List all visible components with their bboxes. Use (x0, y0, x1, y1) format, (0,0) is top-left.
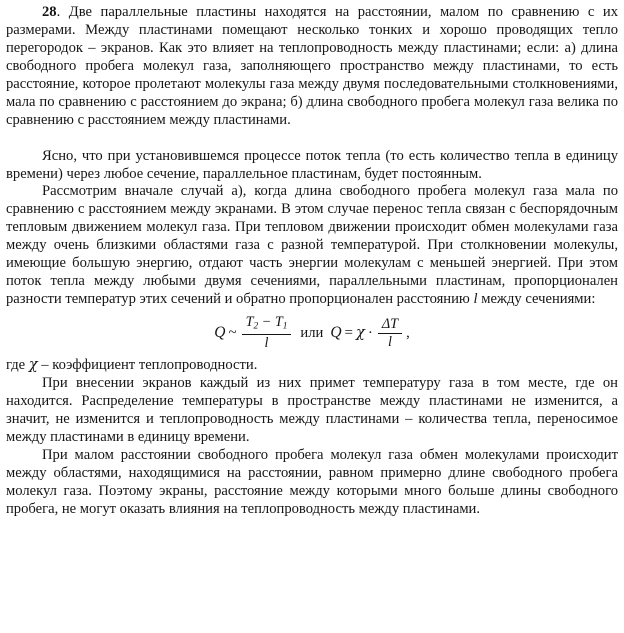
solution-paragraph-3: При внесении экранов каждый из них примет температуру газа в том месте, где он находится. Распределение температуры в пространстве между пластинами не изменится, а значит, не изменится и теплопроводность между пластинами – количества тепла, переносимое между пластинами в единицу времени. (6, 375, 618, 445)
formula-chi-symbol: χ (356, 323, 365, 341)
formula-left-quantity: Q (214, 324, 226, 342)
formula-multiplication-dot: · (367, 324, 373, 341)
solution-paragraph-2-text: Рассмотрим вначале случай а), когда длина свободного пробега молекул газа мала по сравнению с расстоянием между экранами. В этом случае перенос тепла связан с беспорядочным тепловым движением молекул газа. При тепловом движении происходит обмен молекулами газа между очень близкими областями газа с разной температурой. При столкновении молекулы, имеющие большую энергию, отдают часть энергии молекулам с меньшей энергией. При этом поток тепла между любыми двумя сечениями, параллельными пластинам, пропорционален разности температур этих сечений и обратно пропорционален расстоянию (6, 183, 618, 308)
formula-trailing-comma: , (406, 324, 410, 341)
chi-symbol: χ (28, 356, 38, 374)
formula-left-denominator: l (264, 334, 269, 351)
solution-paragraph-1: Ясно, что при установившемся процессе поток тепла (то есть количество тепла в единицу времени) через любое сечение, параллельное пластинам, будет постоянным. (6, 147, 618, 182)
symbol-l-inline: l (473, 291, 478, 308)
formula-conjunction: или (300, 324, 324, 341)
formula-t2-subscript: 2 (253, 322, 259, 333)
formula-left-fraction (242, 315, 292, 350)
formula-right-denominator: l (387, 333, 392, 350)
formula-right-fraction (378, 317, 402, 350)
formula-proportional-sign: ~ (228, 324, 237, 341)
where-suffix: – коэффициент теплопроводности. (37, 357, 258, 374)
problem-number: 28 (42, 4, 57, 20)
formula-definition-line (6, 356, 618, 375)
solution-paragraph-2-tail: между сечениями: (481, 291, 596, 308)
formula-t1-subscript: 1 (282, 322, 288, 333)
solution-paragraph-4: При малом расстоянии свободного пробега молекул газа обмен молекулами происходит между областями, находящимися на расстоянии, равном примерно длине свободного пробега молекул газа. Поэтому экраны, расстояние между которыми много больше длины свободного пробега, не могут оказать влияния на теплопроводность между пластинами. (6, 446, 618, 517)
formula-minus: − (261, 314, 272, 331)
formula-expression (214, 315, 409, 350)
formula-right-numerator: ΔT (381, 315, 399, 332)
problem-number-suffix: . (56, 4, 61, 20)
heat-flow-formula (6, 311, 618, 355)
formula-left-numerator (242, 315, 292, 333)
solution-paragraph-2 (6, 183, 618, 309)
problem-statement-paragraph (6, 4, 618, 130)
where-prefix: где (6, 357, 29, 374)
text-column (6, 4, 618, 519)
formula-t1: T (274, 314, 283, 331)
problem-statement-text: Две параллельные пластины находятся на расстоянии, малом по сравнению с их размерами. Между пластинами помещают несколько тонких и хорошо проводящих тепло перегородок – экранов. Как это влияет на теплопроводность между пластинами; если: а) длина свободного пробега молекул газа, заполняющего пространство между пластинами, то есть расстояние, которое пролетают молекулы газа между двумя последовательными столкновениями, мала по сравнению с расстоянием до экрана; б) длина свободного пробега молекул газа велика по сравнению с расстоянием между пластинами. (6, 4, 618, 128)
formula-t2: T (245, 314, 254, 331)
formula-right-quantity: Q (330, 324, 342, 342)
formula-equals-sign: = (344, 324, 353, 341)
